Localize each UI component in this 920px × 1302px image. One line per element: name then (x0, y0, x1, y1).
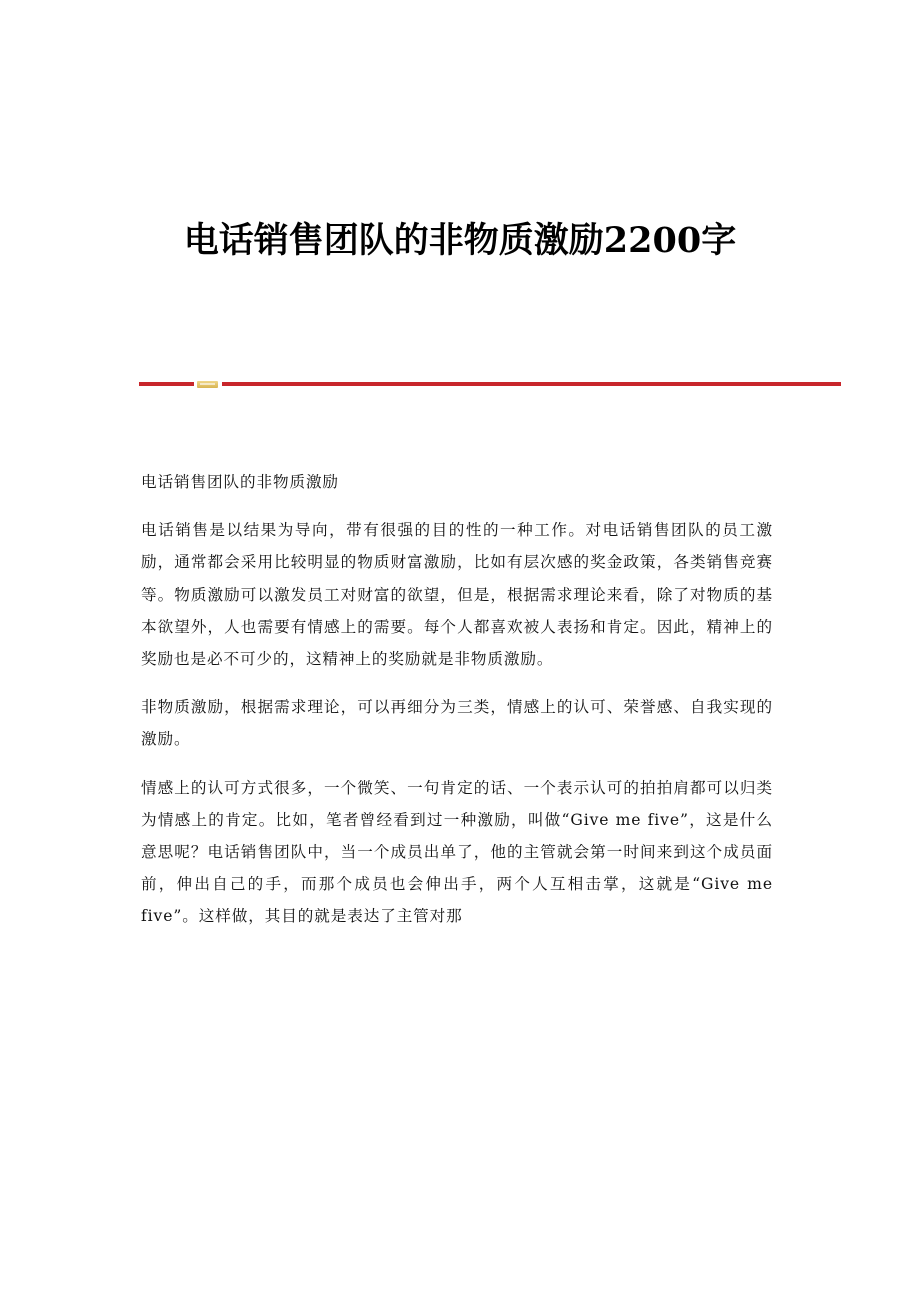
divider-bar-left (139, 382, 194, 386)
paragraph-3: 情感上的认可方式很多，一个微笑、一句肯定的话、一个表示认可的拍拍肩都可以归类为情感上的肯定。比如，笔者曾经看到过一种激励，叫做“Give me five”，这是什么意思呢？电话销售团队中，当一个成员出单了，他的主管就会第一时间来到这个成员面前，伸出自己的手，而那个成员也会伸出手，两个人互相击掌，这就是“Give me five”。这样做，其目的就是表达了主管对那 (141, 778, 773, 926)
divider-bar-right (222, 382, 841, 386)
page-title: 电话销售团队的非物质激励2200字 (183, 220, 737, 261)
divider-ornament-icon (197, 381, 218, 388)
paragraph-2: 非物质激励，根据需求理论，可以再细分为三类，情感上的认可、荣誉感、自我实现的激励。 (141, 698, 773, 749)
document-body (141, 466, 773, 949)
section-heading: 电话销售团队的非物质激励 (141, 473, 339, 491)
title-divider (139, 378, 841, 390)
paragraph-1: 电话销售是以结果为导向，带有很强的目的性的一种工作。对电话销售团队的员工激励，通常都会采用比较明显的物质财富激励，比如有层次感的奖金政策，各类销售竞赛等。物质激励可以激发员工对财富的欲望，但是，根据需求理论来看，除了对物质的基本欲望外，人也需要有情感上的需要。每个人都喜欢被人表扬和肯定。因此，精神上的奖励也是必不可少的，这精神上的奖励就是非物质激励。 (141, 521, 773, 669)
